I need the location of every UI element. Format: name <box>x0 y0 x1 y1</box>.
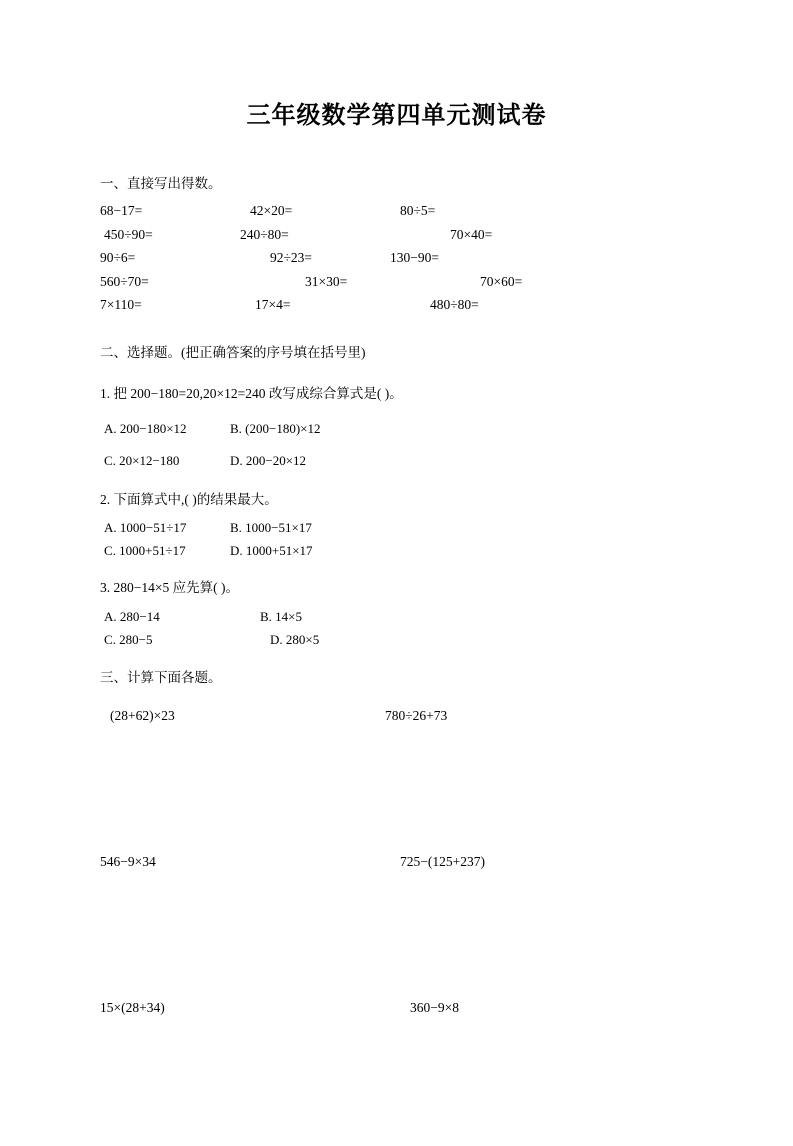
section-3-heading: 三、计算下面各题。 <box>100 669 222 685</box>
option-row <box>100 520 693 540</box>
section-1-heading: 一、直接写出得数。 <box>100 176 222 191</box>
compute-expression: 360−9×8 <box>410 1000 459 1016</box>
option-a[interactable]: A. 280−14 <box>104 608 160 624</box>
compute-expression: (28+62)×23 <box>110 708 175 724</box>
calc-item: 42×20= <box>250 203 293 219</box>
calc-row <box>100 250 693 274</box>
option-b[interactable]: B. (200−180)×12 <box>230 420 321 436</box>
compute-expression: 725−(125+237) <box>400 854 485 870</box>
page-title: 三年级数学第四单元测试卷 <box>246 101 547 129</box>
compute-row <box>100 1000 693 1146</box>
question-3 <box>100 577 693 652</box>
option-d[interactable]: D. 280×5 <box>270 631 320 647</box>
calc-row <box>100 227 693 251</box>
option-row <box>100 421 693 443</box>
calc-item: 31×30= <box>305 273 348 289</box>
section-2-heading: 二、选择题。(把正确答案的序号填在括号里) <box>100 344 366 360</box>
question-2 <box>100 489 693 564</box>
calc-item: 480÷80= <box>430 297 479 313</box>
question-stem: 2. 下面算式中,( )的结果最大。 <box>100 491 278 507</box>
calc-item: 68−17= <box>100 203 143 219</box>
option-d[interactable]: D. 200−20×12 <box>230 452 307 468</box>
calc-item: 7×110= <box>100 297 142 313</box>
calc-item: 90÷6= <box>100 250 136 266</box>
compute-row <box>100 708 693 854</box>
calc-item: 80÷5= <box>400 203 436 219</box>
calc-item: 560÷70= <box>100 273 149 289</box>
option-a[interactable]: A. 1000−51÷17 <box>104 520 187 536</box>
option-b[interactable]: B. 1000−51×17 <box>230 520 312 536</box>
option-c[interactable]: C. 280−5 <box>104 631 153 647</box>
question-1 <box>100 383 693 475</box>
option-row <box>100 543 693 563</box>
option-row <box>100 609 693 629</box>
option-row <box>100 453 693 475</box>
option-a[interactable]: A. 200−180×12 <box>104 420 187 436</box>
calc-row <box>100 274 693 298</box>
calc-item: 450÷90= <box>104 226 153 242</box>
section-multiple-choice <box>100 343 693 652</box>
calc-item: 70×60= <box>480 273 523 289</box>
compute-expression: 780÷26+73 <box>385 708 448 724</box>
calc-item: 70×40= <box>450 226 493 242</box>
question-stem: 1. 把 200−180=20,20×12=240 改写成综合算式是( )。 <box>100 386 403 401</box>
compute-row <box>100 854 693 1000</box>
option-c[interactable]: C. 1000+51÷17 <box>104 543 186 559</box>
calc-row <box>100 203 693 227</box>
calc-row <box>100 297 693 321</box>
section-oral-calculation <box>100 174 693 321</box>
question-stem: 3. 280−14×5 应先算( )。 <box>100 580 239 596</box>
option-row <box>100 632 693 652</box>
oral-calculation-rows <box>100 203 693 321</box>
section-compute <box>100 668 693 1146</box>
compute-expression: 546−9×34 <box>100 854 156 870</box>
compute-expression: 15×(28+34) <box>100 1000 165 1016</box>
calc-item: 92÷23= <box>270 250 313 266</box>
calc-item: 130−90= <box>390 250 439 266</box>
option-b[interactable]: B. 14×5 <box>260 608 303 624</box>
option-c[interactable]: C. 20×12−180 <box>104 452 180 468</box>
calc-item: 240÷80= <box>240 226 289 242</box>
calc-item: 17×4= <box>255 297 291 313</box>
option-d[interactable]: D. 1000+51×17 <box>230 543 313 559</box>
